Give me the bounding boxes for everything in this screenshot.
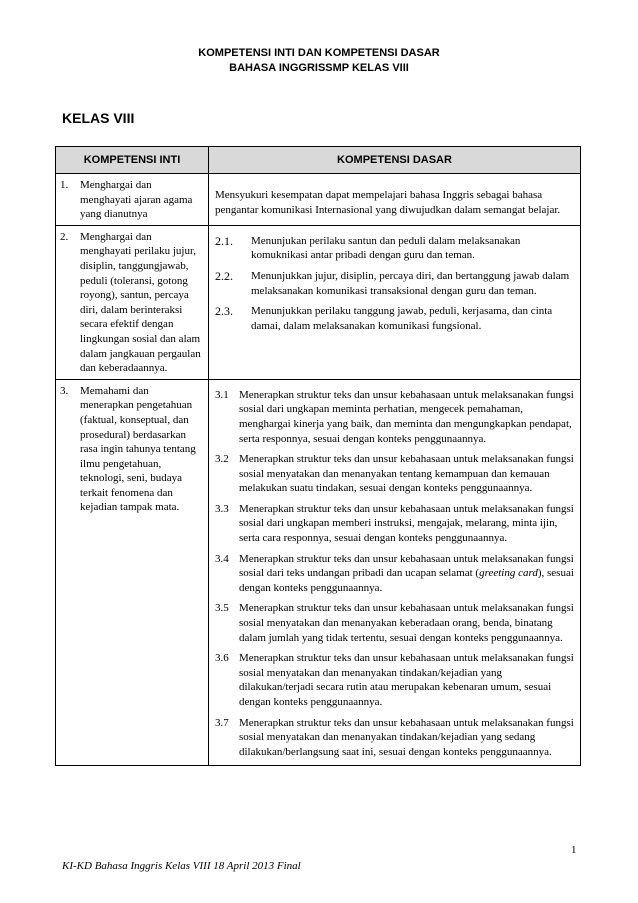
kd-number: 3.7 — [215, 716, 229, 729]
ki-cell — [56, 379, 209, 766]
kd-text-part: ), sesuai dengan konteks penggunaannya. — [239, 567, 574, 594]
kd-number: 3.4 — [215, 552, 229, 565]
kd-item — [215, 388, 574, 446]
kd-text: Menunjukkan perilaku tanggung jawab, peduli, kerjasama, dan cinta damai, dalam melaksanakan komunikasi fungsional. — [251, 305, 553, 332]
ki-text: Menghargai dan menghayati ajaran agama yang dianutnya — [80, 179, 193, 221]
section-title: KELAS VIII — [62, 110, 135, 126]
table-header-row — [56, 147, 581, 174]
kd-text-italic: greeting card — [479, 567, 538, 580]
table-row — [56, 225, 581, 379]
ki-text: Memahami dan menerapkan pengetahuan (faktual, konseptual, dan prosedural) berdasarkan rasa ingin tahunya tentang ilmu pengetahuan, teknologi, seni, budaya terkait fenomena dan kejadian tampak mata. — [80, 384, 196, 514]
kd-text: Menunjukkan jujur, disiplin, percaya diri, dan bertanggung jawab dalam melaksanakan komunikasi transaksional dengan guru dan teman. — [251, 269, 570, 297]
ki-cell — [56, 225, 209, 379]
ki-number: 1. — [60, 179, 69, 191]
kd-text: Mensyukuri kesempatan dapat mempelajari bahasa Inggris sebagai bahasa pengantar komunikasi Internasional yang diwujudkan dalam semangat belajar. — [215, 189, 561, 216]
kd-item — [215, 269, 574, 298]
table-row — [56, 174, 581, 226]
kd-item — [215, 651, 574, 709]
kd-text: Menerapkan struktur teks dan unsur kebahasaan untuk melaksanakan fungsi sosial menyatakan dan menanyakan tentang kemampuan dan kemauan melakukan suatu tindakan, sesuai dengan konteks penggunaannya. — [239, 453, 574, 495]
kd-text — [239, 552, 574, 596]
competency-table — [55, 146, 581, 766]
ki-text: Menghargai dan menghayati perilaku jujur, disiplin, tanggungjawab, peduli (toleransi, gotong royong), santun, percaya diri, dalam berinteraksi secara efektif dengan lingkungan sosial dan alam dalam jangkauan pergaulan dan keberadaannya. — [80, 230, 201, 375]
ki-number: 2. — [60, 230, 69, 243]
kd-number: 3.1 — [215, 388, 229, 401]
header-kompetensi-dasar: KOMPETENSI DASAR — [209, 147, 581, 174]
footer-text: KI-KD Bahasa Inggris Kelas VIII 18 April 2013 Final — [62, 860, 301, 872]
page-number: 1 — [571, 844, 577, 856]
kd-cell — [209, 379, 581, 766]
ki-number: 3. — [60, 384, 69, 397]
table-row — [56, 379, 581, 766]
kd-number: 3.2 — [215, 453, 229, 466]
kd-text: Menerapkan struktur teks dan unsur kebahasaan untuk melaksanakan fungsi sosial dari ungkapan memberi instruksi, mengajak, melarang, minta ijin, serta cara responnya, sesuai dengan konteks penggunaannya. — [239, 502, 574, 545]
header-title-line1: KOMPETENSI INTI DAN KOMPETENSI DASAR — [198, 47, 440, 59]
kd-item — [215, 601, 574, 645]
kd-number: 3.6 — [215, 652, 229, 665]
kd-item — [215, 304, 574, 333]
kd-item — [215, 452, 574, 496]
header-kompetensi-inti: KOMPETENSI INTI — [56, 147, 209, 174]
kd-item — [215, 234, 574, 263]
kd-text: Menerapkan struktur teks dan unsur kebahasaan untuk melaksanakan fungsi sosial menyatakan dan menanyakan keberadaan orang, benda, binatang dalam jumlah yang tidak tertentu, sesuai dengan konteks penggunaannya. — [239, 602, 574, 644]
ki-cell — [56, 174, 209, 226]
document-header — [0, 46, 638, 76]
kd-cell — [209, 174, 581, 226]
kd-cell — [209, 225, 581, 379]
kd-text: Menerapkan struktur teks dan unsur kebahasaan untuk melaksanakan fungsi sosial dari ungkapan meminta perhatian, mengecek pemahaman, menghargai kinerja yang baik, dan meminta dan mengungkapkan pendapat, serta responnya, sesuai dengan konteks penggunaannya. — [239, 388, 574, 445]
kd-item — [215, 502, 574, 546]
kd-number: 2.3. — [215, 304, 233, 319]
kd-text-part: Menerapkan struktur teks dan unsur kebahasaan untuk melaksanakan fungsi sosial dari teks undangan pribadi dan ucapan selamat ( — [239, 552, 574, 580]
kd-number: 3.3 — [215, 502, 229, 515]
kd-item — [215, 552, 574, 596]
kd-number: 2.1. — [215, 233, 233, 248]
kd-text: Menerapkan struktur teks dan unsur kebahasaan untuk melaksanakan fungsi sosial menyatakan dan menanyakan tindakan/kejadian yang sedang dilakukan/berlangsung saat ini, sesuai dengan konteks penggunaannya. — [239, 716, 574, 758]
kd-number: 2.2. — [215, 268, 233, 283]
kd-number: 3.5 — [215, 602, 229, 615]
header-title-line2: BAHASA INGGRISSMP KELAS VIII — [229, 62, 409, 74]
kd-text: Menunjukan perilaku santun dan peduli dalam melaksanakan komuknikasi antar pribadi dengan guru dan teman. — [251, 234, 521, 262]
kd-item — [215, 716, 574, 760]
kd-text: Menerapkan struktur teks dan unsur kebahasaan untuk melaksanakan fungsi sosial menyatakan dan menanyakan tindakan/kejadian yang dilakukan/terjadi secara rutin atau merupakan kebenaran umum, sesuai dengan konteks penggunaannya. — [239, 652, 574, 708]
